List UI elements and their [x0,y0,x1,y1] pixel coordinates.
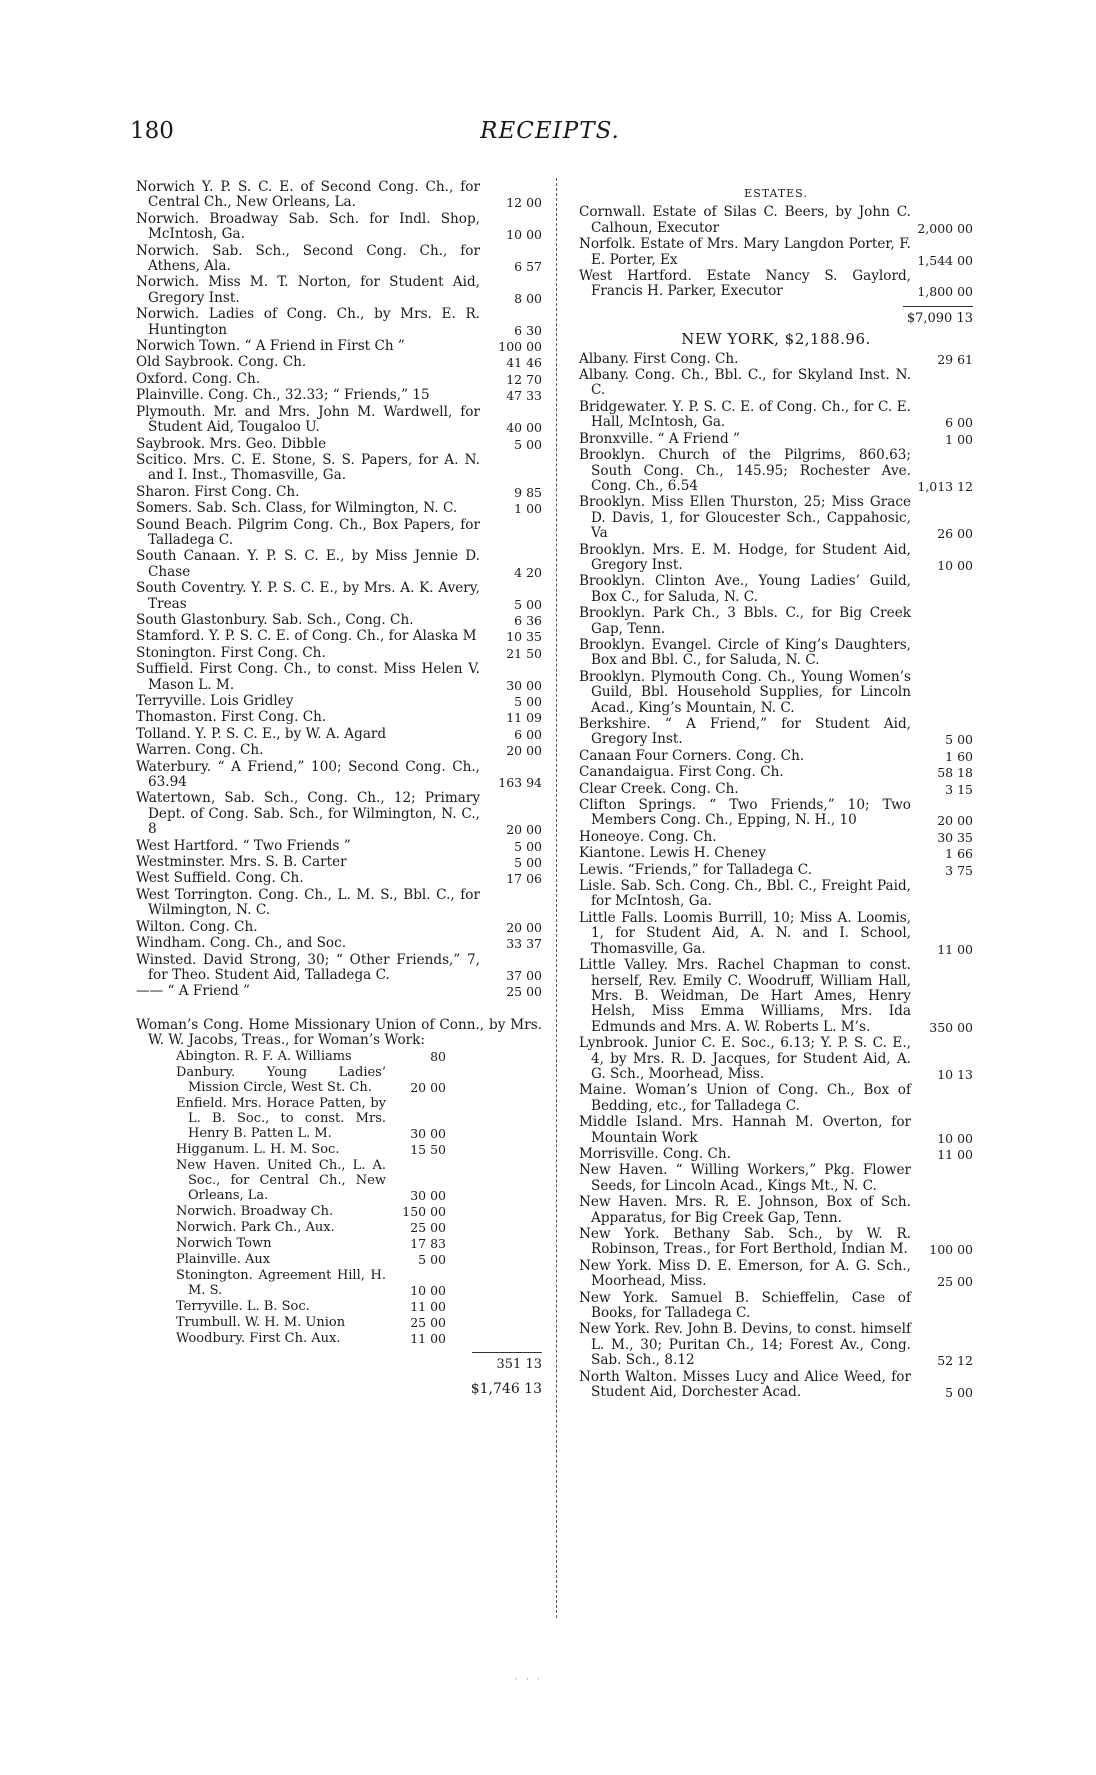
receipt-entry [136,629,542,644]
receipt-entry [136,355,542,370]
receipt-amount: 8 00 [514,290,542,306]
receipt-text: Bridgewater. Y. P. S. C. E. of Cong. Ch., for C. E. Hall, McIntosh, Ga. [579,398,911,431]
receipt-text: Bronxville. “ A Friend ” [579,430,740,447]
receipt-text: New Haven. United Ch., L. A. Soc., for Central Ch., New Orleans, La. [176,1157,386,1203]
receipt-text: North Walton. Misses Lucy and Alice Weed, for Student Aid, Dorchester Acad. [579,1368,911,1401]
receipt-text: New York. Samuel B. Schieffelin, Case of Books, for Talladega C. [579,1289,911,1322]
receipt-text: Norwich. Ladies of Cong. Ch., by Mrs. E. R. Huntington [136,306,480,338]
receipt-amount: 47 33 [506,388,542,404]
receipt-amount: 37 00 [506,967,542,983]
receipt-text: Brooklyn. Evangel. Circle of King’s Daughters, Box and Bbl. C., for Saluda, N. C. [579,636,911,669]
receipt-text: Canaan Four Corners. Cong. Ch. [579,747,805,764]
receipt-amount: 25 00 [937,1274,973,1290]
receipt-amount: 4 20 [514,564,542,580]
receipt-entry [579,798,973,829]
union-subtotal [136,1352,542,1372]
receipt-entry [579,1036,973,1082]
receipt-entry [176,1315,446,1330]
union-subtotal-amount: 351 13 [472,1352,542,1372]
receipt-text: Stamford. Y. P. S. C. E. of Cong. Ch., for Alaska M [136,628,477,645]
receipt-entry [136,743,542,758]
receipt-amount: 6 30 [514,322,542,338]
receipt-text: South Glastonbury. Sab. Sch., Cong. Ch. [136,611,414,628]
receipt-entry [136,275,542,306]
receipt-entry [579,863,973,878]
receipt-text: Norwich. Park Ch., Aux. [176,1219,335,1235]
estates-list [579,205,973,299]
receipt-entry [579,606,973,637]
receipt-amount: 1 00 [514,501,542,517]
receipt-amount: 10 13 [937,1066,973,1082]
receipt-entry [176,1065,446,1095]
receipt-entry [579,1259,973,1290]
receipt-entry [136,710,542,725]
receipt-amount: 2,000 00 [917,220,973,236]
receipt-text: Brooklyn. Miss Ellen Thurston, 25; Miss Grace D. Davis, 1, for Gloucester Sch., Cappahosic, Va [579,494,911,542]
receipt-entry [136,760,542,791]
receipt-entry [579,846,973,861]
receipt-amount: 11 00 [410,1330,446,1346]
receipt-amount: 100 00 [929,1242,973,1258]
receipt-text: Oxford. Cong. Ch. [136,370,261,387]
receipt-text: Norwich. Broadway Ch. [176,1203,334,1219]
receipt-text: Windham. Cong. Ch., and Soc. [136,935,347,952]
receipt-entry [579,448,973,494]
page-header [130,118,970,152]
receipt-text: Somers. Sab. Sch. Class, for Wilmington, N. C. [136,500,458,517]
receipt-entry [176,1236,446,1251]
receipt-text: Lisle. Sab. Sch. Cong. Ch., Bbl. C., Freight Paid, for McIntosh, Ga. [579,878,911,910]
receipt-text: Waterbury. “ A Friend,” 100; Second Cong. Ch., 63.94 [136,758,480,791]
receipt-text: Brooklyn. Clinton Ave., Young Ladies’ Guild, Box C., for Saluda, N. C. [579,573,911,605]
receipt-entry [579,400,973,431]
receipt-entry [579,1322,973,1368]
receipt-text: Little Falls. Loomis Burrill, 10; Miss A. Loomis, 1, for Student Aid, A. N. and I. School, Thomasville, Ga. [579,909,911,957]
receipt-amount: 11 00 [937,941,973,957]
estates-heading: ESTATES. [744,187,808,200]
receipt-amount: 5 00 [945,1385,973,1401]
receipt-amount: 25 00 [410,1219,446,1235]
receipt-amount: 6 00 [945,415,973,431]
receipt-entry [136,388,542,403]
receipt-entry [136,984,542,999]
estates-total [579,306,973,326]
receipt-amount: 10 00 [937,557,973,573]
receipt-text: —— “ A Friend ” [136,983,250,1000]
receipt-text: Norwich Town. “ A Friend in First Ch ” [136,338,405,355]
receipt-entry [579,830,973,845]
receipt-amount: 30 00 [410,1125,446,1141]
receipt-text: Norwich. Sab. Sch., Second Cong. Ch., for Athens, Ala. [136,242,480,275]
receipt-amount: 5 00 [514,855,542,871]
receipt-text: Sound Beach. Pilgrim Cong. Ch., Box Papers, for Talladega C. [136,516,480,548]
receipt-amount: 80 [430,1048,446,1064]
receipt-amount: 1,544 00 [917,252,973,268]
receipt-entry [136,920,542,935]
receipt-entry [579,1147,973,1162]
receipt-text: Little Valley. Mrs. Rachel Chapman to const. herself, Rev. Emily C. Woodruff, William Hall, Mrs. B. Weidman, De Hart Ames, Henry Helsh, Miss Emma Williams, Mrs. Ida Edmunds and Mrs. A. W. Roberts L. M’s. [579,957,911,1035]
receipt-entry [136,339,542,354]
receipt-amount: 21 50 [506,645,542,661]
receipt-list-new-york [579,352,973,1401]
receipt-text: Clear Creek. Cong. Ch. [579,780,739,797]
receipt-amount: 6 57 [514,259,542,275]
receipt-text: Plymouth. Mr. and Mrs. John M. Wardwell, for Student Aid, Tougaloo U. [136,403,480,436]
receipt-entry [579,782,973,797]
right-column [579,186,973,1401]
union-intro: Woman’s Cong. Home Missionary Union of Conn., by Mrs. W. W. Jacobs, Treas., for Woman’s Work: [136,1016,542,1049]
receipt-entry [136,855,542,870]
receipt-amount: 40 00 [506,420,542,436]
receipt-amount: 6 00 [514,726,542,742]
receipt-amount: 10 35 [506,629,542,645]
receipt-text: New York. Rev. John B. Devins, to const. himself L. M., 30; Puritan Ch., 14; Forest Av., Cong. Sab. Sch., 8.12 [579,1321,911,1369]
receipt-entry [136,839,542,854]
receipt-amount: 11 09 [506,710,542,726]
receipt-entry [176,1299,446,1314]
receipt-entry [579,879,973,910]
receipt-entry [176,1204,446,1219]
receipt-text: Westminster. Mrs. S. B. Carter [136,854,347,871]
receipt-amount: 20 00 [506,919,542,935]
page-title: RECEIPTS. [480,118,620,144]
receipt-amount: 33 37 [506,936,542,952]
receipt-entry [579,352,973,367]
receipt-entry [176,1331,446,1346]
receipt-entry [136,453,542,484]
receipt-text: West Hartford. “ Two Friends ” [136,837,351,854]
receipt-entry [176,1158,446,1203]
receipt-entry [176,1268,446,1298]
receipt-text: Albany. Cong. Ch., Bbl. C., for Skyland Inst. N. C. [579,367,911,399]
receipt-text: Sharon. First Cong. Ch. [136,483,300,500]
receipt-text: New York. Miss D. E. Emerson, for A. G. Sch., Moorhead, Miss. [579,1257,911,1290]
receipt-text: Honeoye. Cong. Ch. [579,828,717,845]
receipt-entry [136,791,542,837]
receipt-text: Middle Island. Mrs. Hannah M. Overton, for Mountain Work [579,1114,911,1146]
receipt-entry [136,694,542,709]
receipt-amount: 11 00 [410,1298,446,1314]
receipt-list-connecticut [136,180,542,1000]
receipt-amount: 17 83 [410,1235,446,1251]
receipt-text: Tolland. Y. P. S. C. E., by W. A. Agard [136,725,387,742]
receipt-amount: 11 00 [937,1146,973,1162]
receipt-entry [136,581,542,612]
receipt-text: Cornwall. Estate of Silas C. Beers, by John C. Calhoun, Executor [579,204,911,236]
receipt-amount: 163 94 [498,775,542,791]
receipt-text: New York. Bethany Sab. Sch., by W. R. Robinson, Treas., for Fort Berthold, Indian M. [579,1226,911,1258]
receipt-text: Higganum. L. H. M. Soc. [176,1141,340,1157]
estates-total-amount: $7,090 13 [903,306,973,326]
receipt-amount: 15 50 [410,1141,446,1157]
receipt-entry [136,888,542,919]
receipt-amount: 29 61 [937,351,973,367]
receipt-entry [136,501,542,516]
receipt-amount: 12 70 [506,371,542,387]
page-number: 180 [130,118,174,144]
receipt-amount: 41 46 [506,355,542,371]
receipt-text: Suffield. First Cong. Ch., to const. Miss Helen V. Mason L. M. [136,661,480,693]
receipt-text: Brooklyn. Park Ch., 3 Bbls. C., for Big Creek Gap, Tenn. [579,605,911,637]
receipt-amount: 6 36 [514,612,542,628]
receipt-entry [176,1142,446,1157]
receipt-entry [579,1370,973,1401]
receipt-text: West Torrington. Cong. Ch., L. M. S., Bbl. C., for Wilmington, N. C. [136,886,480,919]
receipt-entry [136,662,542,693]
receipt-text: Canandaigua. First Cong. Ch. [579,764,784,781]
receipt-amount: 20 00 [410,1079,446,1095]
receipt-entry [176,1096,446,1141]
receipt-text: Norwich. Broadway Sab. Sch. for Indl. Shop, McIntosh, Ga. [136,210,480,243]
receipt-amount: 10 00 [937,1130,973,1146]
union-receipt-list [176,1049,446,1346]
receipt-amount: 17 06 [506,871,542,887]
receipt-text: Norfolk. Estate of Mrs. Mary Langdon Porter, F. E. Porter, Ex [579,236,911,268]
receipt-text: Danbury. Young Ladies’ Mission Circle, West St. Ch. [176,1064,386,1095]
receipt-text: Saybrook. Mrs. Geo. Dibble [136,435,327,452]
receipt-entry [136,646,542,661]
receipt-entry [579,1291,973,1322]
receipt-amount: 5 00 [514,694,542,709]
receipt-amount: 1 66 [945,846,973,862]
receipt-text: Brooklyn. Mrs. E. M. Hodge, for Student Aid, Gregory Inst. [579,541,911,573]
receipt-entry [136,871,542,886]
receipt-text: Trumbull. W. H. M. Union [176,1314,346,1330]
receipt-entry [579,1227,973,1258]
receipt-entry [136,485,542,500]
receipt-text: Winsted. David Strong, 30; “ Other Friends,” 7, for Theo. Student Aid, Talladega C. [136,951,480,983]
receipt-entry [579,717,973,748]
receipt-text: South Coventry. Y. P. S. C. E., by Mrs. A. K. Avery, Treas [136,580,480,612]
receipt-text: Berkshire. “ A Friend,” for Student Aid, Gregory Inst. [579,716,911,748]
receipt-entry [136,244,542,275]
receipt-text: Lewis. “Friends,” for Talladega C. [579,861,813,878]
receipt-text: Norwich. Miss M. T. Norton, for Student Aid, Gregory Inst. [136,274,480,306]
receipt-entry [136,936,542,951]
receipt-amount: 5 00 [945,732,973,748]
receipt-entry [136,405,542,436]
receipt-amount: 1,800 00 [917,284,973,300]
receipt-text: New Haven. “ Willing Workers,” Pkg. Flower Seeds, for Lincoln Acad., Kings Mt., N. C. [579,1162,911,1194]
receipt-entry [136,212,542,243]
receipt-entry [136,549,542,580]
receipt-amount: 30 35 [937,829,973,845]
receipt-text: Morrisville. Cong. Ch. [579,1145,731,1162]
bottom-mark: · · · [515,1675,543,1684]
receipt-entry [579,269,973,300]
receipt-amount: 5 00 [418,1251,446,1267]
receipt-entry [579,765,973,780]
receipt-amount: 20 00 [506,822,542,838]
receipt-text: Old Saybrook. Cong. Ch. [136,354,307,371]
receipt-text: New Haven. Mrs. R. E. Johnson, Box of Sch. Apparatus, for Big Creek Gap, Tenn. [579,1194,911,1226]
receipt-entry [136,180,542,211]
receipt-text: Warren. Cong. Ch. [136,742,264,759]
receipt-text: Lynbrook. Junior C. E. Soc., 6.13; Y. P. S. C. E., 4, by Mrs. R. D. Jacques, for Student Aid, A. G. Sch., Moorhead, Miss. [579,1035,911,1082]
womans-union-block [136,1018,542,1398]
receipt-entry [579,638,973,669]
new-york-heading: NEW YORK, $2,188.96. [681,330,871,349]
receipt-amount: 9 85 [514,484,542,500]
receipt-amount: 58 18 [937,765,973,781]
receipt-amount: 100 00 [498,339,542,355]
receipt-entry [136,953,542,984]
receipt-entry [579,958,973,1035]
receipt-text: West Suffield. Cong. Ch. [136,870,304,887]
receipt-entry [176,1220,446,1235]
receipt-amount: 5 00 [514,596,542,612]
receipt-entry [136,727,542,742]
receipt-text: Kiantone. Lewis H. Cheney [579,845,766,862]
receipt-amount: 12 00 [506,195,542,211]
receipt-entry [579,911,973,957]
receipt-amount: 52 12 [937,1353,973,1369]
receipt-text: Albany. First Cong. Ch. [579,350,739,367]
receipt-entry [579,1163,973,1194]
receipt-amount: 20 00 [506,743,542,759]
receipt-entry [579,574,973,605]
left-column-total: $1,746 13 [470,1380,542,1397]
receipt-text: West Hartford. Estate Nancy S. Gaylord, Francis H. Parker, Executor [579,268,911,300]
receipt-amount: 5 00 [514,436,542,452]
receipt-amount: 5 00 [514,838,542,854]
receipt-entry [136,372,542,387]
receipt-amount: 30 00 [506,677,542,693]
receipt-text: Norwich Y. P. S. C. E. of Second Cong. Ch., for Central Ch., New Orleans, La. [136,179,480,211]
receipt-entry [579,1115,973,1146]
receipt-text: Brooklyn. Plymouth Cong. Ch., Young Women’s Guild, Bbl. Household Supplies, for Lincoln Acad., King’s Mountain, N. C. [579,668,911,716]
receipt-text: Stonington. First Cong. Ch. [136,644,326,661]
receipt-entry [579,432,973,447]
receipt-entry [579,368,973,399]
receipt-amount: 1,013 12 [917,478,973,494]
receipt-entry [579,1083,973,1114]
receipt-entry [136,437,542,452]
receipt-text: Abington. R. F. A. Williams [176,1048,352,1064]
receipt-text: Stonington. Agreement Hill, H. M. S. [176,1267,386,1298]
receipt-amount: 25 00 [410,1314,446,1330]
receipt-entry [176,1049,446,1064]
receipt-text: Terryville. Lois Gridley [136,693,294,709]
receipt-amount: 3 15 [945,781,973,797]
receipt-text: Scitico. Mrs. C. E. Stone, S. S. Papers, for A. N. and I. Inst., Thomasville, Ga. [136,451,480,484]
receipt-text: Terryville. L. B. Soc. [176,1298,310,1314]
receipt-entry [579,543,973,574]
receipt-entry [176,1252,446,1267]
receipt-text: Watertown, Sab. Sch., Cong. Ch., 12; Primary Dept. of Cong. Sab. Sch., for Wilmington, N. C., 8 [136,790,480,838]
receipt-amount: 150 00 [402,1203,446,1219]
receipt-amount: 1 00 [945,431,973,447]
receipt-text: Maine. Woman’s Union of Cong. Ch., Box of Bedding, etc., for Talladega C. [579,1082,911,1114]
receipt-entry [579,670,973,716]
receipt-amount: 3 75 [945,862,973,878]
receipt-text: Brooklyn. Church of the Pilgrims, 860.63; South Cong. Ch., 145.95; Rochester Ave. Cong. Ch., 6.54 [579,447,911,494]
receipt-text: Woodbury. First Ch. Aux. [176,1330,341,1346]
receipt-text: South Canaan. Y. P. S. C. E., by Miss Jennie D. Chase [136,548,480,580]
receipt-text: Thomaston. First Cong. Ch. [136,709,327,726]
receipt-amount: 1 60 [945,748,973,764]
receipt-amount: 26 00 [937,526,973,542]
column-divider [556,178,557,1618]
receipt-entry [579,749,973,764]
receipt-entry [579,1195,973,1226]
receipt-amount: 25 00 [506,984,542,1000]
receipt-entry [579,495,973,541]
receipt-entry [136,307,542,338]
receipt-entry [579,237,973,268]
receipt-amount: 20 00 [937,813,973,829]
receipt-amount: 10 00 [506,227,542,243]
receipt-text: Plainville. Aux [176,1251,271,1267]
receipt-entry [579,205,973,236]
receipt-entry [136,518,542,549]
receipt-amount: 10 00 [410,1282,446,1298]
receipt-text: Wilton. Cong. Ch. [136,918,258,935]
receipt-text: Norwich Town [176,1235,272,1251]
receipt-entry [136,613,542,628]
receipt-amount: 30 00 [410,1187,446,1203]
receipt-text: Plainville. Cong. Ch., 32.33; “ Friends,” 15 [136,387,430,404]
receipt-text: Clifton Springs. “ Two Friends,” 10; Two Members Cong. Ch., Epping, N. H., 10 [579,797,911,829]
receipt-amount: 350 00 [929,1019,973,1035]
left-column [136,180,542,1397]
receipt-text: Enfield. Mrs. Horace Patten, by L. B. Soc., to const. Mrs. Henry B. Patten L. M. [176,1095,386,1141]
